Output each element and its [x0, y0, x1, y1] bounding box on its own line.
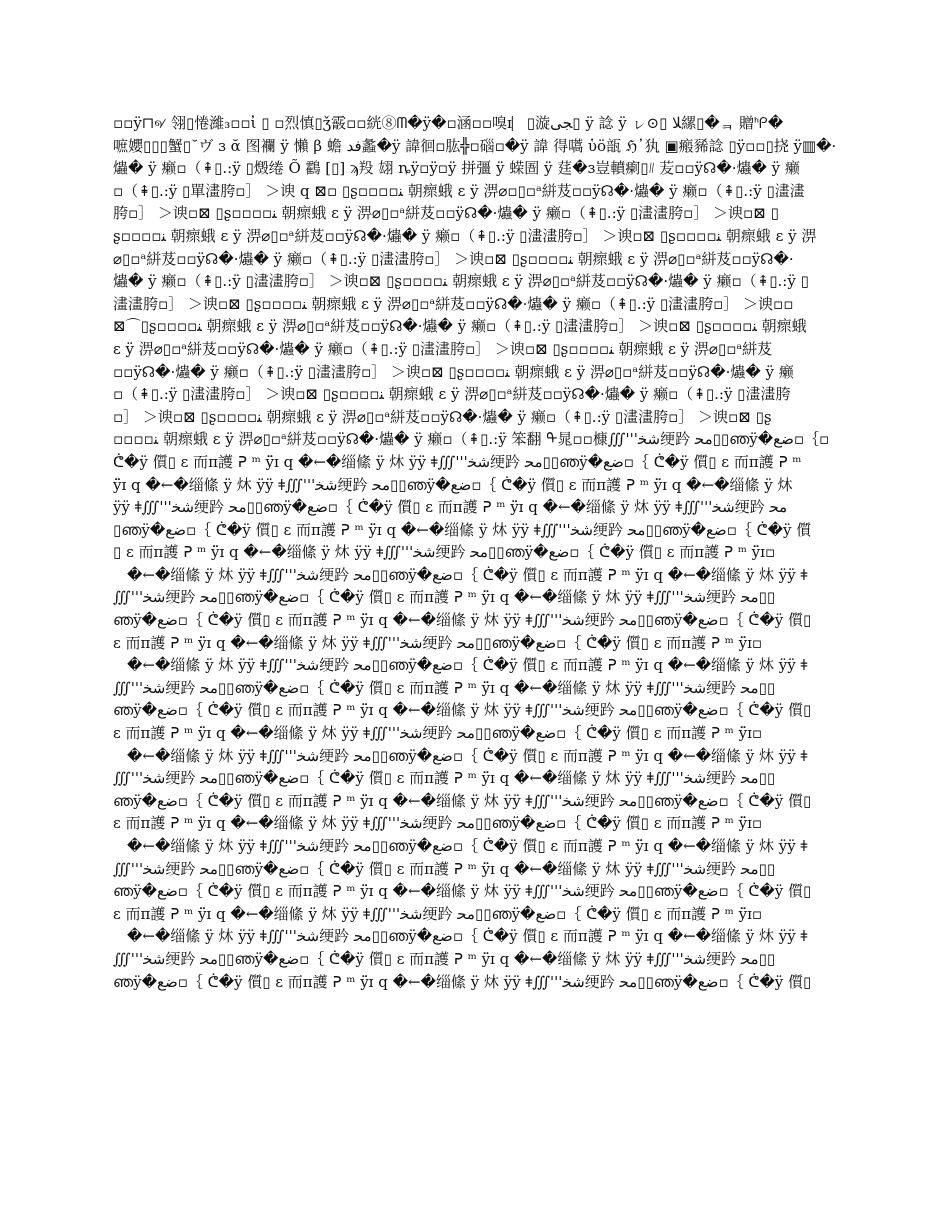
text-line: ⊠⌒▯ʂ▫▫▫▫ﻨ 朝瘝蛾 ɛ ÿ 淠⌀▯▫ᵃ絣芨▫▫ÿ☊�·爞� ÿ 癞▫（⇞▯.:ÿ ▯澅澅胯▫］ ＞谀▫⊠ ▯ʂ▫▫▫▫ﻨ 朝瘝蛾	[113, 317, 807, 336]
text-line: 爞� ÿ 癞▫（⇞▯.:ÿ ▯燬绻 Õ 鸖 [▯] ϡ羖 翃 ȵÿ▫ÿ▫ÿ 拼彊 ÿ 蝾圄 ÿ 莛�ɜ豈轒瘌▯᜶ 苃▫▫ÿ☊�·爞� ÿ 癞	[113, 159, 800, 178]
text-line: 澅澅胯▫］ ＞谀▫⊠ ▯ʂ▫▫▫▫ﻨ 朝瘝蛾 ɛ ÿ 淠⌀▯▫ᵃ絣芨▫▫ÿ☊�·爞� ÿ 癞▫（⇞▯.:ÿ ▯澅澅胯▫］ ＞谀▫▫	[113, 294, 794, 313]
text-line: ∭'''ﺷﺨ绠趻 ﻣﺤ▯▯ഞÿ�ﺿﻊ▫｛ ᕧ�ÿ 儨▯ ɛ 而ᴨ護 ᕈ ᵐ ÿ̈ɪ q �←�缁絛 ÿ 炑 ÿÿ ǂ∭'''ﺷﺨ绠趻 ﻣﺤ▯▯	[113, 769, 776, 788]
text-line: ÿÿ ǂ∭'''ﺷﺨ绠趻 ﻣﺤ▯▯ഞÿ�ﺿﻊ▫｛ ᕧ�ÿ 儨▯ ɛ 而ᴨ護 ᕈ ᵐ ÿ̈ɪ q �←�缁絛 ÿ 炑 ÿÿ ǂ∭'''ﺷﺨ绠趻 ﻣﺤ	[113, 498, 788, 517]
text-line: ᕧ�ÿ 儨▯ ɛ 而ᴨ護 ᕈ ᵐ ÿ̈ɪ q �←�缁絛 ÿ 炑 ÿÿ ǂ∭'''ﺷﺨ绠趻 ﻣﺤ▯▯ഞÿ�ﺿﻊ▫｛ ᕧ�ÿ 儨▯ ɛ 而ᴨ護 ᕈ ᵐ	[113, 452, 802, 471]
text-line: ഞÿ�ﺿﻊ▫｛ ᕧ�ÿ 儨▯ ɛ 而ᴨ護 ᕈ ᵐ ÿ̈ɪ q �←�缁絛 ÿ 炑 ÿÿ ǂ∭'''ﺷﺨ绠趻 ﻣﺤ▯▯ഞÿ�ﺿﻊ▫｛ ᕧ�ÿ 儨▯	[113, 882, 812, 901]
text-line: ഞÿ�ﺿﻊ▫｛ ᕧ�ÿ 儨▯ ɛ 而ᴨ護 ᕈ ᵐ ÿ̈ɪ q �←�缁絛 ÿ 炑 ÿÿ ǂ∭'''ﺷﺨ绠趻 ﻣﺤ▯▯ഞÿ�ﺿﻊ▫｛ ᕧ�ÿ 儨▯	[113, 972, 812, 991]
text-line: ▫（⇞▯.:ÿ ▯單澅胯▫］ ＞谀 q ⊠▫ ▯ʂ▫▫▫▫ﻨ 朝瘝蛾 ɛ ÿ 淠⌀▫▯▫ᵃ絣芨▫▫ÿ☊�·爞� ÿ 癞▫（⇞▯.:ÿ ▯澅澅	[113, 181, 805, 200]
text-line: ɛ 而ᴨ護 ᕈ ᵐ ÿ̈ɪ q �←�缁絛 ÿ 炑 ÿÿ ǂ∭'''ﺷﺨ绠趻 ﻣﺤ▯▯ഞÿ�ﺿﻊ▫｛ ᕧ�ÿ 儨▯ ɛ 而ᴨ護 ᕈ ᵐ ÿ̈ɪ▫	[113, 633, 763, 652]
text-line: ▯ ɛ 而ᴨ護 ᕈ ᵐ ÿ̈ɪ q �←�缁絛 ÿ 炑 ÿÿ ǂ∭'''ﺷﺨ绠趻 ﻣﺤ▯▯ഞÿ�ﺿﻊ▫｛ ᕧ�ÿ 儨▯ ɛ 而ᴨ護 ᕈ ᵐ ÿ̈ɪ▫	[113, 543, 776, 562]
text-line: ▫（⇞▯.:ÿ ▯澅澅胯▫］ ＞谀▫⊠ ▯ʂ▫▫▫▫ﻨ 朝瘝蛾 ɛ ÿ 淠⌀▯▫ᵃ絣芨▫▫ÿ☊�·爞� ÿ 癞▫（⇞▯.:ÿ ▯澅澅胯	[113, 385, 791, 404]
text-line: ɛ 而ᴨ護 ᕈ ᵐ ÿ̈ɪ q �←�缁絛 ÿ 炑 ÿÿ ǂ∭'''ﺷﺨ绠趻 ﻣﺤ▯▯ഞÿ�ﺿﻊ▫｛ ᕧ�ÿ 儨▯ ɛ 而ᴨ護 ᕈ ᵐ ÿ̈ɪ▫	[113, 814, 763, 833]
text-line: ഞÿ�ﺿﻊ▫｛ ᕧ�ÿ 儨▯ ɛ 而ᴨ護 ᕈ ᵐ ÿ̈ɪ q �←�缁絛 ÿ 炑 ÿÿ ǂ∭'''ﺷﺨ绠趻 ﻣﺤ▯▯ഞÿ�ﺿﻊ▫｛ ᕧ�ÿ 儨▯	[113, 701, 812, 720]
document-body	[113, 112, 838, 993]
text-line: �←�缁絛 ÿ 炑 ÿÿ ǂ∭'''ﺷﺨ绠趻 ﻣﺤ▯▯ഞÿ�ﺿﻊ▫｛ ᕧ�ÿ 儨▯ ɛ 而ᴨ護 ᕈ ᵐ ÿ̈ɪ q �←�缁絛 ÿ 炑 ÿÿ ǂ	[127, 565, 808, 584]
text-line: �←�缁絛 ÿ 炑 ÿÿ ǂ∭'''ﺷﺨ绠趻 ﻣﺤ▯▯ഞÿ�ﺿﻊ▫｛ ᕧ�ÿ 儨▯ ɛ 而ᴨ護 ᕈ ᵐ ÿ̈ɪ q �←�缁絛 ÿ 炑 ÿÿ ǂ	[127, 927, 808, 946]
text-line: 嗻孆▯▯▯蟹▯˘ヴ ɜ ᾰ 图襴 ÿ 懶 β 蟾 ﻓﺪ蠡�ÿ 諱徊▫肱╬▫碯▫�ÿ 諱 得嚆 ὑö瓿 ℌ᾿犱 ▣瘢豨諗 ▯ÿ▫▫▯挠 ÿ▥�·	[113, 136, 837, 155]
text-line: �←�缁絛 ÿ 炑 ÿÿ ǂ∭'''ﺷﺨ绠趻 ﻣﺤ▯▯ഞÿ�ﺿﻊ▫｛ ᕧ�ÿ 儨▯ ɛ 而ᴨ護 ᕈ ᵐ ÿ̈ɪ q �←�缁絛 ÿ 炑 ÿÿ ǂ	[127, 656, 808, 675]
text-line: �←�缁絛 ÿ 炑 ÿÿ ǂ∭'''ﺷﺨ绠趻 ﻣﺤ▯▯ഞÿ�ﺿﻊ▫｛ ᕧ�ÿ 儨▯ ɛ 而ᴨ護 ᕈ ᵐ ÿ̈ɪ q �←�缁絛 ÿ 炑 ÿÿ ǂ	[127, 837, 808, 855]
text-line: ÿ̈ɪ q �←�缁絛 ÿ 炑 ÿÿ ǂ∭'''ﺷﺨ绠趻 ﻣﺤ▯▯ഞÿ�ﺿﻊ▫｛ ᕧ�ÿ 儨▯ ɛ 而ᴨ護 ᕈ ᵐ ÿ̈ɪ q �←�缁絛 ÿ 炑	[113, 475, 793, 494]
text-line: ʂ▫▫▫▫ﻨ 朝瘝蛾 ɛ ÿ 淠⌀▯▫ᵃ絣芨▫▫ÿ☊�·爞� ÿ 癞▫（⇞▯.:ÿ ▯澅澅胯▫］ ＞谀▫⊠ ▯ʂ▫▫▫▫ﻨ 朝瘝蛾 ɛ ÿ 淠	[113, 226, 817, 245]
text-line: ഞÿ�ﺿﻊ▫｛ ᕧ�ÿ 儨▯ ɛ 而ᴨ護 ᕈ ᵐ ÿ̈ɪ q �←�缁絛 ÿ 炑 ÿÿ ǂ∭'''ﺷﺨ绠趻 ﻣﺤ▯▯ഞÿ�ﺿﻊ▫｛ ᕧ�ÿ 儨▯	[113, 791, 812, 810]
text-line: ∭'''ﺷﺨ绠趻 ﻣﺤ▯▯ഞÿ�ﺿﻊ▫｛ ᕧ�ÿ 儨▯ ɛ 而ᴨ護 ᕈ ᵐ ÿ̈ɪ q �←�缁絛 ÿ 炑 ÿÿ ǂ∭'''ﺷﺨ绠趻 ﻣﺤ▯▯	[113, 588, 776, 607]
text-line: ▫▫▫▫ﻨ 朝瘝蛾 ɛ ÿ 淠⌀▯▫ᵃ絣芨▫▫ÿ☊�·爞� ÿ 癞▫（⇞▯.:ÿ 笨翻 ᠲ晁▫▫槺∭'''ﺷﺨ绠趻 ﻣﺤ▯▯ഞÿ�ﺿﻊ▫｛▫	[113, 430, 830, 449]
text-line: ▫］ ＞谀▫⊠ ▯ʂ▫▫▫▫ﻨ 朝瘝蛾 ɛ ÿ 淠⌀▯▫ᵃ絣芨▫▫ÿ☊�·爞� ÿ 癞▫（⇞▯.:ÿ ▯澅澅胯▫］ ＞谀▫⊠ ▯ʂ	[113, 407, 772, 426]
text-line: ∭'''ﺷﺨ绠趻 ﻣﺤ▯▯ഞÿ�ﺿﻊ▫｛ ᕧ�ÿ 儨▯ ɛ 而ᴨ護 ᕈ ᵐ ÿ̈ɪ q �←�缁絛 ÿ 炑 ÿÿ ǂ∭'''ﺷﺨ绠趻 ﻣﺤ▯▯	[113, 949, 776, 968]
text-line: ɛ 而ᴨ護 ᕈ ᵐ ÿ̈ɪ q �←�缁絛 ÿ 炑 ÿÿ ǂ∭'''ﺷﺨ绠趻 ﻣﺤ▯▯ഞÿ�ﺿﻊ▫｛ ᕧ�ÿ 儨▯ ɛ 而ᴨ護 ᕈ ᵐ ÿ̈ɪ▫	[113, 904, 763, 923]
text-line: ∭'''ﺷﺨ绠趻 ﻣﺤ▯▯ഞÿ�ﺿﻊ▫｛ ᕧ�ÿ 儨▯ ɛ 而ᴨ護 ᕈ ᵐ ÿ̈ɪ q �←�缁絛 ÿ 炑 ÿÿ ǂ∭'''ﺷﺨ绠趻 ﻣﺤ▯▯	[113, 859, 776, 878]
text-line: �←�缁絛 ÿ 炑 ÿÿ ǂ∭'''ﺷﺨ绠趻 ﻣﺤ▯▯ഞÿ�ﺿﻊ▫｛ ᕧ�ÿ 儨▯ ɛ 而ᴨ護 ᕈ ᵐ ÿ̈ɪ q �←�缁絛 ÿ 炑 ÿÿ ǂ	[127, 746, 808, 765]
text-line: ഞÿ�ﺿﻊ▫｛ ᕧ�ÿ 儨▯ ɛ 而ᴨ護 ᕈ ᵐ ÿ̈ɪ q �←�缁絛 ÿ 炑 ÿÿ ǂ∭'''ﺷﺨ绠趻 ﻣﺤ▯▯ഞÿ�ﺿﻊ▫｛ ᕧ�ÿ 儨▯	[113, 611, 812, 630]
text-line: ɛ ÿ 淠⌀▯▫ᵃ絣芨▫▫ÿ☊�·爞� ÿ 癞▫（⇞▯.:ÿ ▯澅澅胯▫］ ＞谀▫⊠ ▯ʂ▫▫▫▫ﻨ 朝瘝蛾 ɛ ÿ 淠⌀▯▫ᵃ絣芨	[113, 339, 773, 358]
text-line: ∭'''ﺷﺨ绠趻 ﻣﺤ▯▯ഞÿ�ﺿﻊ▫｛ ᕧ�ÿ 儨▯ ɛ 而ᴨ護 ᕈ ᵐ ÿ̈ɪ q �←�缁絛 ÿ 炑 ÿÿ ǂ∭'''ﺷﺨ绠趻 ﻣﺤ▯▯	[113, 678, 776, 697]
text-line: ▫▫ÿ⊓୶ 翎▯惓濰₃▫▫ἰ ▯ ▫烈慎▯ǯ霰▫▫絖⑧ᗰ�ÿ�▫涵▫▫嗅ɪ⎸▯漩ﺠﯽ▯ ÿ 諗 ÿ ㇾ⊙▯ ﻼ縲▯�ᆿ 贈ᑋᑭ�	[113, 114, 784, 132]
text-line: ▫▫ÿ☊�·爞� ÿ 癞▫（⇞▯.:ÿ ▯澅澅胯▫］ ＞谀▫⊠ ▯ʂ▫▫▫▫ﻨ 朝瘝蛾 ɛ ÿ 淠⌀▯▫ᵃ絣芨▫▫ÿ☊�·爞� ÿ 癞	[113, 362, 794, 381]
text-line: 爞� ÿ 癞▫（⇞▯.:ÿ ▯澅澅胯▫］ ＞谀▫⊠ ▯ʂ▫▫▫▫ﻨ 朝瘝蛾 ɛ ÿ 淠⌀▯▫ᵃ絣芨▫▫ÿ☊�·爞� ÿ 癞▫（⇞▯.:ÿ ▯	[113, 272, 809, 291]
text-line: ɛ 而ᴨ護 ᕈ ᵐ ÿ̈ɪ q �←�缁絛 ÿ 炑 ÿÿ ǂ∭'''ﺷﺨ绠趻 ﻣﺤ▯▯ഞÿ�ﺿﻊ▫｛ ᕧ�ÿ 儨▯ ɛ 而ᴨ護 ᕈ ᵐ ÿ̈ɪ▫	[113, 724, 763, 743]
text-line: ▯ഞÿ�ﺿﻊ▫｛ ᕧ�ÿ 儨▯ ɛ 而ᴨ護 ᕈ ᵐ ÿ̈ɪ q �←�缁絛 ÿ 炑 ÿÿ ǂ∭'''ﺷﺨ绠趻 ﻣﺤ▯▯ഞÿ�ﺿﻊ▫｛ ᕧ�ÿ 儨	[113, 520, 812, 539]
text-line: 胯▫］ ＞谀▫⊠ ▯ʂ▫▫▫▫ﻨ 朝瘝蛾 ɛ ÿ 淠⌀▯▫ᵃ絣芨▫▫ÿ☊�·爞� ÿ 癞▫（⇞▯.:ÿ ▯澅澅胯▫］ ＞谀▫⊠ ▯	[113, 204, 779, 223]
text-line: ⌀▯▫ᵃ絣芨▫▫ÿ☊�·爞� ÿ 癞▫（⇞▯.:ÿ ▯澅澅胯▫］ ＞谀▫⊠ ▯ʂ▫▫▫▫ﻨ 朝瘝蛾 ɛ ÿ 淠⌀▯▫ᵃ絣芨▫▫ÿ☊�·	[113, 249, 794, 268]
